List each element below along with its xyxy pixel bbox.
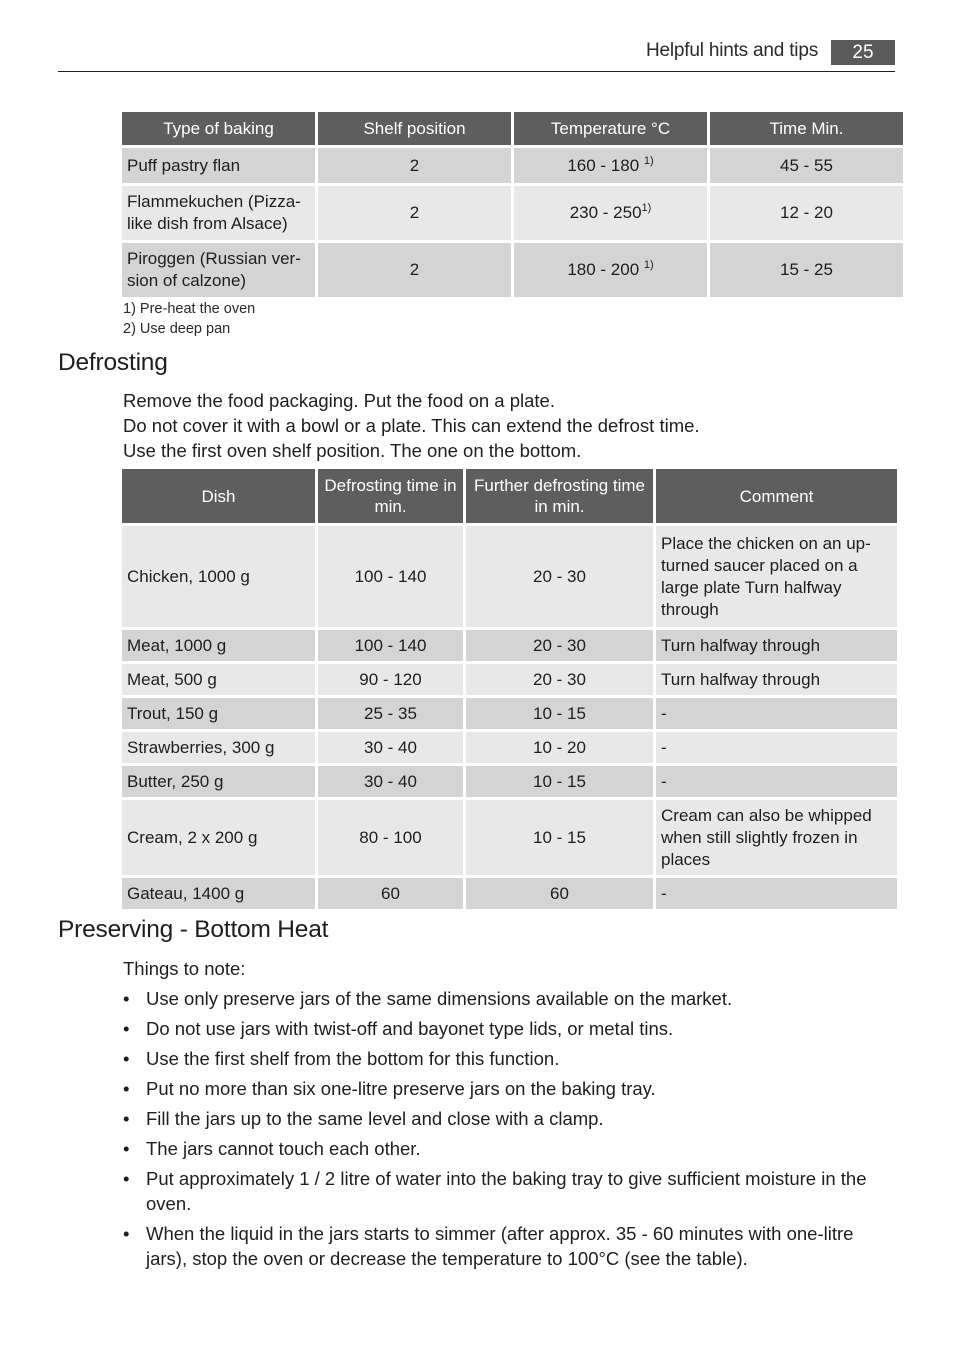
list-item: • Fill the jars up to the same level and close with a clamp. — [123, 1108, 604, 1129]
dish: Trout, 150 g — [122, 698, 315, 729]
comment: Place the chicken on an up-turned saucer placed on a large plate Turn halfway through — [656, 526, 897, 627]
defrosting-table-header — [122, 469, 897, 523]
comment: Turn halfway through — [656, 630, 897, 661]
bullet-icon: • — [123, 1018, 130, 1039]
paragraph-line: Remove the food packaging. Put the food on a plate. — [123, 390, 555, 411]
header-time: Time Min. — [710, 112, 903, 145]
bullet-icon: • — [123, 1168, 130, 1189]
bullet-icon: • — [123, 988, 130, 1009]
header-temperature: Temperature °C — [514, 112, 707, 145]
time: 12 - 20 — [710, 186, 903, 240]
baking-type: Puff pastry flan — [122, 148, 315, 183]
table-row — [122, 878, 897, 909]
temperature: 160 - 180 $^{1)}$ — [514, 148, 707, 183]
bullet-icon: • — [123, 1108, 130, 1129]
comment: - — [656, 698, 897, 729]
shelf-position: 2 — [318, 186, 511, 240]
further-defrosting-time: 20 - 30 — [466, 630, 653, 661]
page-header — [58, 36, 895, 72]
bullet-icon: • — [123, 1048, 130, 1069]
shelf-position: 2 — [318, 148, 511, 183]
baking-type: Flammekuchen (Pizza- like dish from Alsace) — [122, 186, 315, 240]
table-row — [122, 800, 897, 875]
preserving-list — [123, 986, 895, 1276]
footnote-ref: 1) — [643, 154, 654, 167]
comment: Turn halfway through — [656, 664, 897, 695]
shelf-position: 2 — [318, 243, 511, 297]
defrosting-heading: Defrosting — [58, 349, 168, 376]
footnote: 1) Pre-heat the oven — [123, 301, 256, 317]
table-row — [122, 186, 903, 240]
further-defrosting-time: 10 - 15 — [466, 766, 653, 797]
temperature: 230 - 250$^{1)}$ — [514, 186, 707, 240]
dish: Meat, 1000 g — [122, 630, 315, 661]
time: 15 - 25 — [710, 243, 903, 297]
baking-table — [119, 109, 906, 300]
defrosting-time: 100 - 140 — [318, 526, 463, 627]
dish: Strawberries, 300 g — [122, 732, 315, 763]
dish: Butter, 250 g — [122, 766, 315, 797]
dish: Gateau, 1400 g — [122, 878, 315, 909]
table-row — [122, 664, 897, 695]
bullet-icon: • — [123, 1223, 130, 1244]
list-item: • Put approximately 1 / 2 litre of water into the baking tray to give sufficient moisture in the oven. — [123, 1168, 867, 1214]
header-further-defrosting: Further defrosting time in min. — [466, 469, 653, 523]
further-defrosting-time: 20 - 30 — [466, 664, 653, 695]
defrosting-time: 25 - 35 — [318, 698, 463, 729]
paragraph-line: Use the first oven shelf position. The one on the bottom. — [123, 440, 582, 461]
comment: Cream can also be whipped when still slightly frozen in places — [656, 800, 897, 875]
dish: Cream, 2 x 200 g — [122, 800, 315, 875]
footnote-ref: 1) — [641, 202, 652, 214]
list-item: • Do not use jars with twist-off and bayonet type lids, or metal tins. — [123, 1018, 674, 1039]
bullet-icon: • — [123, 1138, 130, 1159]
further-defrosting-time: 10 - 20 — [466, 732, 653, 763]
footnotes — [123, 299, 255, 339]
further-defrosting-time: 20 - 30 — [466, 526, 653, 627]
defrosting-time: 30 - 40 — [318, 766, 463, 797]
list-item: • Use only preserve jars of the same dimensions available on the market. — [123, 988, 733, 1009]
table-row — [122, 630, 897, 661]
defrosting-instructions — [123, 388, 700, 463]
further-defrosting-time: 10 - 15 — [466, 698, 653, 729]
further-defrosting-time: 10 - 15 — [466, 800, 653, 875]
things-to-note: Things to note: — [123, 958, 246, 979]
footnote-ref: 1) — [643, 259, 654, 271]
header-shelf: Shelf position — [318, 112, 511, 145]
defrosting-time: 80 - 100 — [318, 800, 463, 875]
header-comment: Comment — [656, 469, 897, 523]
header-defrosting-time: Defrosting time in min. — [318, 469, 463, 523]
baking-type: Piroggen (Russian ver- sion of calzone) — [122, 243, 315, 297]
list-item: • The jars cannot touch each other. — [123, 1138, 421, 1159]
table-row — [122, 526, 897, 627]
table-row — [122, 243, 903, 297]
header-dish: Dish — [122, 469, 315, 523]
table-row — [122, 698, 897, 729]
defrosting-table — [119, 466, 900, 912]
dish: Meat, 500 g — [122, 664, 315, 695]
list-item: • When the liquid in the jars starts to simmer (after approx. 35 - 60 minutes with one-litre jars), stop the oven or decrease the temperature to 100°C (see the table). — [123, 1223, 854, 1269]
footnote: 2) Use deep pan — [123, 321, 231, 337]
defrosting-time: 90 - 120 — [318, 664, 463, 695]
baking-table-header — [122, 112, 903, 145]
further-defrosting-time: 60 — [466, 878, 653, 909]
table-row — [122, 148, 903, 183]
section-title: Helpful hints and tips — [646, 40, 818, 61]
list-item: • Put no more than six one-litre preserve jars on the baking tray. — [123, 1078, 656, 1099]
table-row — [122, 732, 897, 763]
table-row — [122, 766, 897, 797]
defrosting-time: 30 - 40 — [318, 732, 463, 763]
list-item: • Use the first shelf from the bottom for this function. — [123, 1048, 560, 1069]
defrosting-time: 60 — [318, 878, 463, 909]
time: 45 - 55 — [710, 148, 903, 183]
comment: - — [656, 732, 897, 763]
paragraph-line: Do not cover it with a bowl or a plate. This can extend the defrost time. — [123, 415, 700, 436]
comment: - — [656, 878, 897, 909]
header-type: Type of baking — [122, 112, 315, 145]
defrosting-time: 100 - 140 — [318, 630, 463, 661]
preserving-heading: Preserving - Bottom Heat — [58, 916, 329, 943]
temperature: 180 - 200 $^{1)}$ — [514, 243, 707, 297]
dish: Chicken, 1000 g — [122, 526, 315, 627]
bullet-icon: • — [123, 1078, 130, 1099]
page-number: 25 — [831, 40, 895, 65]
comment: - — [656, 766, 897, 797]
